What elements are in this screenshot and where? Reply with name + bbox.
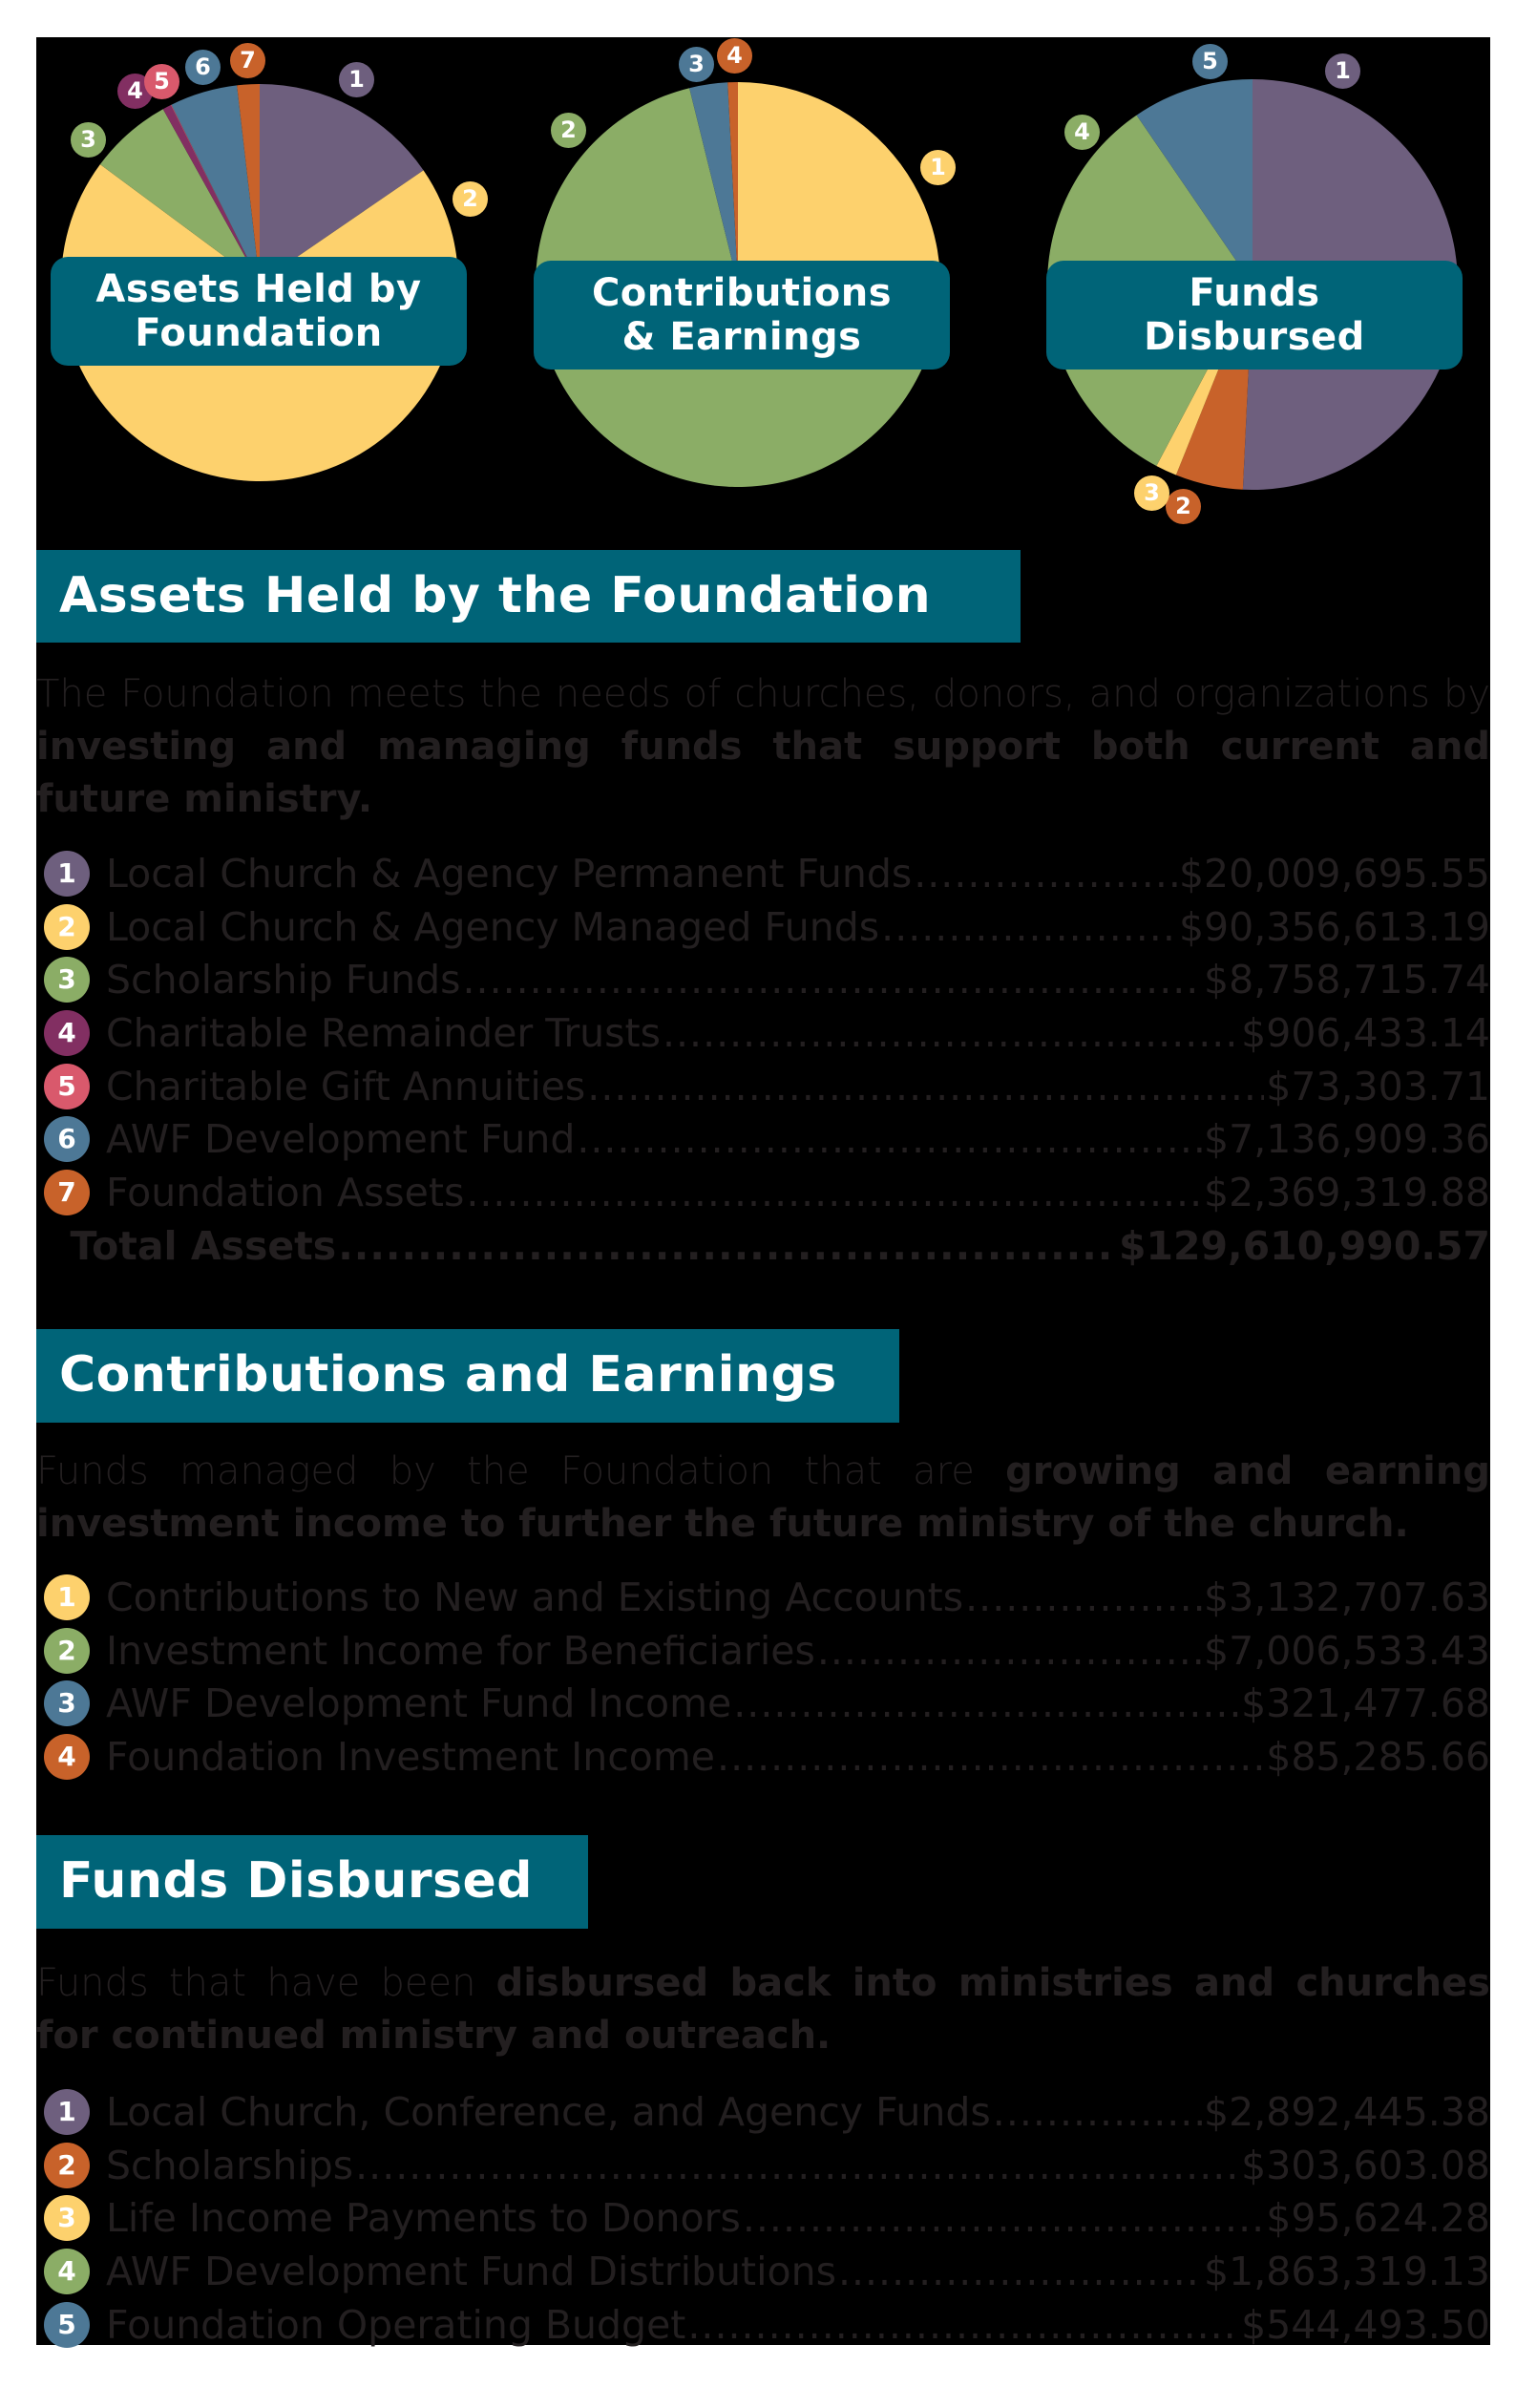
total-row [36, 1219, 1490, 1273]
total-amount: $129,610,990.57 [1118, 1223, 1490, 1269]
item-label: Charitable Gift Annuities [106, 1064, 586, 1109]
list-item [36, 1677, 1490, 1730]
badge-2: 2 [44, 904, 90, 950]
pie-contributions-title-line1: Contributions [591, 271, 893, 315]
pie-assets-title-line2: Foundation [135, 311, 383, 355]
list-item [36, 1166, 1490, 1219]
pie-assets-marker-7: 7 [230, 43, 265, 78]
badge-4: 4 [44, 1734, 90, 1780]
leader-dots [355, 2143, 1239, 2188]
pie-contributions-marker-2: 2 [551, 113, 586, 148]
list-item [36, 2139, 1490, 2192]
intro-contributions-plain: Funds managed by the Foundation that are [36, 1449, 1006, 1493]
pie-assets-marker-4: 4 [117, 74, 153, 109]
item-amount: $906,433.14 [1241, 1010, 1490, 1056]
leader-dots [993, 2089, 1202, 2135]
item-label: Local Church, Conference, and Agency Funds [106, 2089, 991, 2135]
item-amount: $1,863,319.13 [1204, 2249, 1490, 2294]
badge-4: 4 [44, 1010, 90, 1056]
item-label: Local Church & Agency Managed Funds [106, 904, 880, 950]
item-label: Life Income Payments to Donors [106, 2195, 741, 2241]
item-label: Scholarships [106, 2143, 354, 2188]
item-amount: $321,477.68 [1241, 1680, 1490, 1726]
pie-disbursed-marker-4: 4 [1064, 115, 1100, 150]
list-item [36, 2191, 1490, 2245]
list-item [36, 1624, 1490, 1678]
item-label: Contributions to New and Existing Accounts [106, 1574, 964, 1620]
leader-dots [914, 851, 1177, 897]
pie-assets-title-line1: Assets Held by [95, 267, 422, 311]
section-header-contributions: Contributions and Earnings [36, 1329, 899, 1423]
leader-dots [733, 1680, 1239, 1726]
leader-dots [577, 1116, 1202, 1162]
item-label: Foundation Operating Budget [106, 2302, 686, 2348]
pie-assets-marker-2: 2 [453, 181, 488, 217]
item-amount: $73,303.71 [1266, 1064, 1490, 1109]
section-header-assets: Assets Held by the Foundation [36, 550, 1021, 643]
item-label: Scholarship Funds [106, 957, 461, 1003]
item-amount: $2,892,445.38 [1204, 2089, 1490, 2135]
item-amount: $544,493.50 [1241, 2302, 1490, 2348]
pie-assets-marker-3: 3 [71, 122, 106, 158]
badge-1: 1 [44, 1574, 90, 1620]
pie-contributions-marker-3: 3 [679, 47, 714, 82]
pie-assets-marker-6: 6 [185, 50, 221, 85]
leader-dots [687, 2302, 1239, 2348]
item-label: Local Church & Agency Permanent Funds [106, 851, 913, 897]
total-label: Total Assets [70, 1223, 337, 1269]
list-item [36, 2085, 1490, 2139]
section-header-disbursed: Funds Disbursed [36, 1835, 588, 1929]
list-item [36, 1730, 1490, 1784]
leader-dots [838, 2249, 1202, 2294]
list-item [36, 2298, 1490, 2352]
list-item [36, 1571, 1490, 1624]
badge-1: 1 [44, 851, 90, 897]
badge-4: 4 [44, 2249, 90, 2294]
leader-dots [466, 1170, 1202, 1215]
badge-2: 2 [44, 1628, 90, 1674]
pie-contributions-marker-1: 1 [920, 150, 956, 185]
list-item [36, 1060, 1490, 1113]
badge-7: 7 [44, 1170, 90, 1215]
item-label: AWF Development Fund Income [106, 1680, 732, 1726]
list-item [36, 900, 1490, 954]
item-label: Foundation Investment Income [106, 1734, 716, 1780]
leader-dots [663, 1010, 1239, 1056]
item-amount: $2,369,319.88 [1204, 1170, 1490, 1215]
pie-disbursed-title [1046, 261, 1463, 370]
leader-dots [463, 957, 1203, 1003]
pie-disbursed-marker-1: 1 [1325, 53, 1360, 89]
pie-contributions-marker-4: 4 [717, 38, 752, 74]
item-amount: $85,285.66 [1266, 1734, 1490, 1780]
pie-assets-marker-1: 1 [339, 62, 374, 97]
pie-assets-marker-5: 5 [144, 64, 179, 99]
pie-disbursed-marker-5: 5 [1192, 44, 1228, 79]
leader-dots [338, 1223, 1117, 1269]
leader-dots [717, 1734, 1264, 1780]
leader-dots [743, 2195, 1264, 2241]
badge-3: 3 [44, 957, 90, 1003]
item-label: AWF Development Fund Distributions [106, 2249, 836, 2294]
pie-disbursed-marker-2: 2 [1166, 489, 1201, 524]
intro-assets-plain: The Foundation meets the needs of churches, donors, and organizations by [36, 672, 1490, 716]
list-item [36, 1112, 1490, 1166]
intro-disbursed-bold: disbursed back into ministries and churches for continued ministry and outreach. [36, 1961, 1490, 2058]
leader-dots [817, 1628, 1202, 1674]
list-item [36, 2245, 1490, 2298]
item-label: Investment Income for Beneficiaries [106, 1628, 815, 1674]
item-label: Charitable Remainder Trusts [106, 1010, 661, 1056]
intro-assets [36, 668, 1490, 826]
item-amount: $3,132,707.63 [1204, 1574, 1490, 1620]
badge-1: 1 [44, 2089, 90, 2135]
intro-disbursed-plain: Funds that have been [36, 1961, 496, 2005]
item-label: AWF Development Fund [106, 1116, 576, 1162]
leader-dots [965, 1574, 1202, 1620]
list-item [36, 847, 1490, 900]
item-amount: $7,006,533.43 [1204, 1628, 1490, 1674]
intro-contributions [36, 1446, 1490, 1551]
leader-dots [881, 904, 1177, 950]
badge-5: 5 [44, 2302, 90, 2348]
badge-5: 5 [44, 1064, 90, 1109]
item-amount: $20,009,695.55 [1178, 851, 1490, 897]
badge-6: 6 [44, 1116, 90, 1162]
item-amount: $90,356,613.19 [1178, 904, 1490, 950]
badge-3: 3 [44, 1680, 90, 1726]
pie-disbursed-marker-3: 3 [1134, 475, 1169, 511]
badge-3: 3 [44, 2195, 90, 2241]
intro-disbursed [36, 1957, 1490, 2062]
list-item [36, 1006, 1490, 1060]
pie-contributions-title-line2: & Earnings [621, 315, 862, 359]
pie-disbursed-title-line2: Disbursed [1144, 315, 1365, 359]
item-amount: $7,136,909.36 [1204, 1116, 1490, 1162]
badge-2: 2 [44, 2143, 90, 2188]
item-amount: $303,603.08 [1241, 2143, 1490, 2188]
list-item [36, 953, 1490, 1006]
item-amount: $95,624.28 [1266, 2195, 1490, 2241]
intro-assets-bold: investing and managing funds that support both current and future ministry. [36, 725, 1490, 821]
item-label: Foundation Assets [106, 1170, 465, 1215]
intro-contributions-bold: growing and earning investment income to further the future ministry of the church. [36, 1449, 1490, 1546]
leader-dots [587, 1064, 1264, 1109]
item-amount: $8,758,715.74 [1204, 957, 1490, 1003]
pie-disbursed-title-line1: Funds [1189, 271, 1320, 315]
